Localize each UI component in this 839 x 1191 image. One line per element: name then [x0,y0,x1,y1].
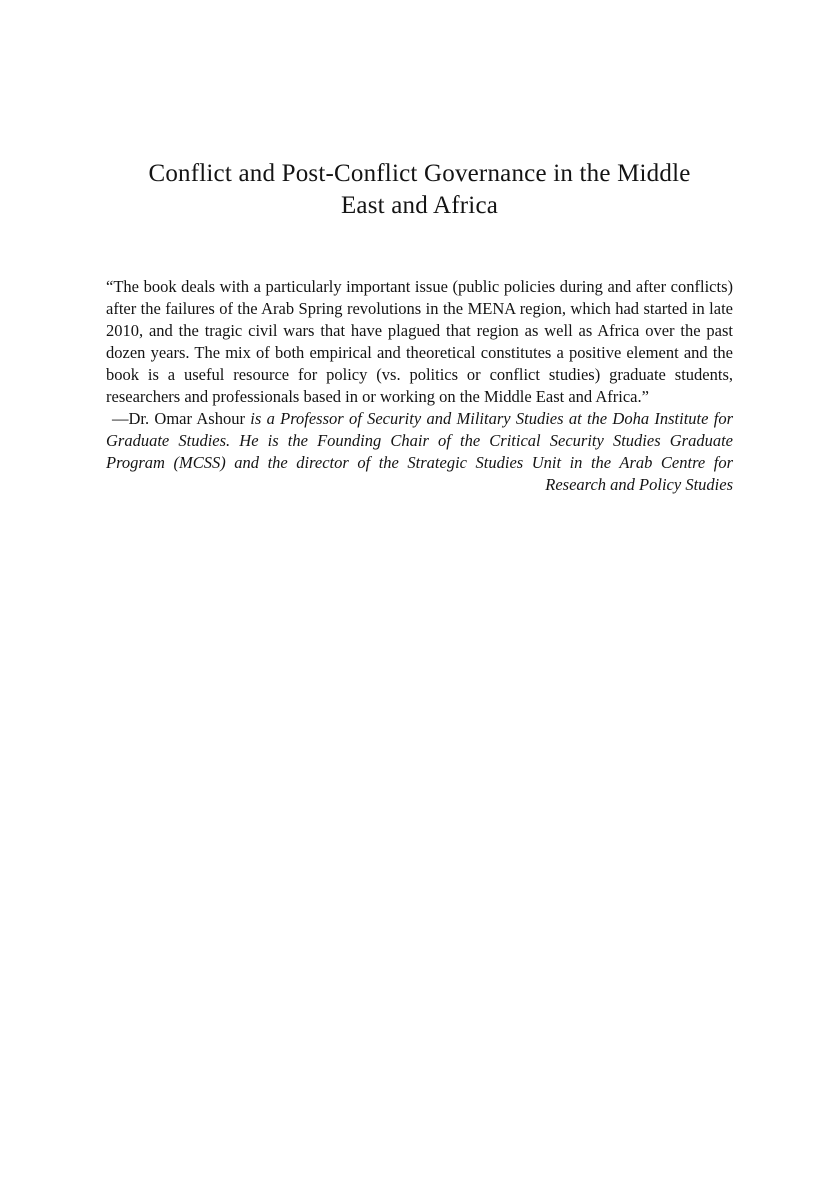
page-title-line-1: Conflict and Post-Conflict Governance in the Middle [148,160,691,187]
quote-attribution [106,408,733,496]
page-title-line-2: East and Africa [340,192,499,219]
endorsement-quote: “The book deals with a particularly important issue (public policies during and after conflicts) after the failures of the Arab Spring revolutions in the MENA region, which had started in late 2010, and the tragic civil wars that have plagued that region as well as Africa over the past dozen years. The mix of both empirical and theoretical constitutes a positive element and the book is a useful resource for policy (vs. politics or conflict studies) graduate students, researchers and professionals based in or working on the Middle East and Africa.” [106,277,733,406]
attribution-name: —Dr. Omar Ashour [112,409,245,428]
page-title [0,0,839,222]
text-block [106,276,733,496]
attribution-credentials: is a Professor of Security and Military Studies at the Doha Institute for Graduate Studies. He is the Founding Chair of the Critical Security Studies Graduate Program (MCSS) and the director of the Strategic Studies Unit in the Arab Centre for Research and Policy Studies [106,409,734,494]
